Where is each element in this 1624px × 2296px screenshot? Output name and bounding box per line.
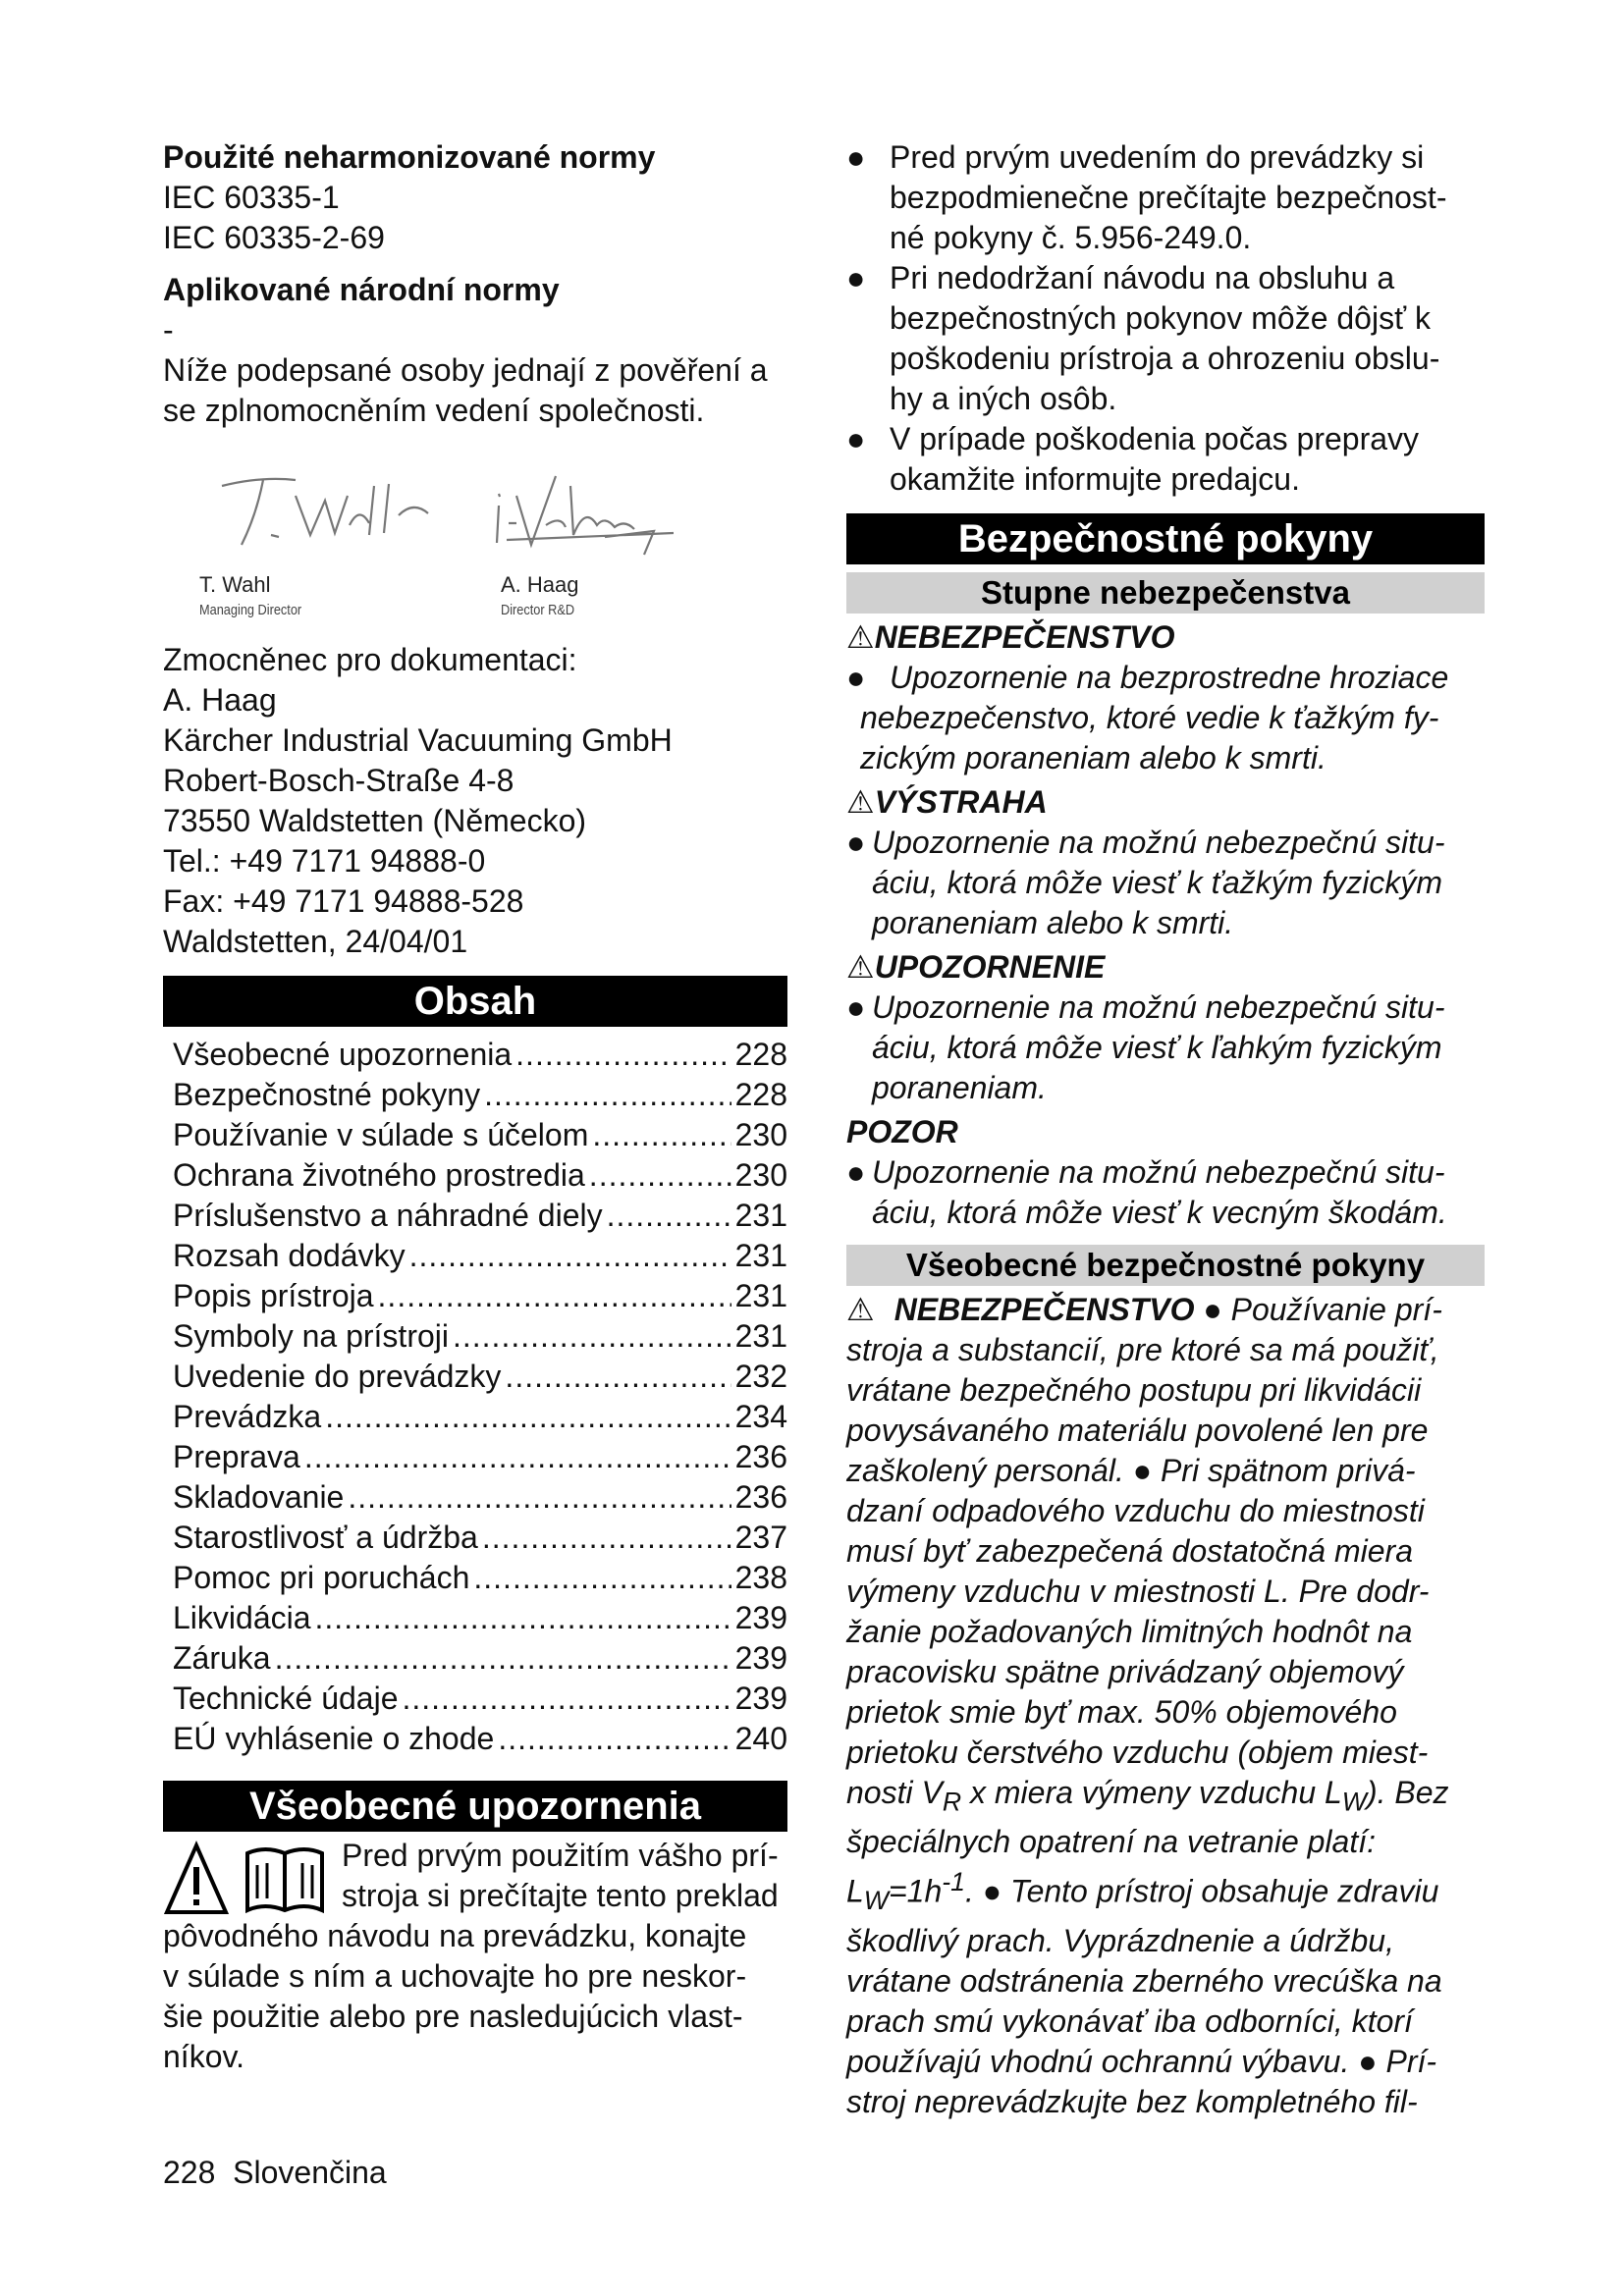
gs-line: zaškolený personál. ● Pri spätnom privá- <box>846 1453 1416 1488</box>
toc-row[interactable] <box>163 1075 787 1115</box>
toc-label: Popis prístroja <box>173 1278 374 1313</box>
toc-row[interactable] <box>163 1316 787 1357</box>
level-line: Upozornenie na bezprostredne hroziace <box>890 660 1449 695</box>
toc-leader <box>409 1236 731 1276</box>
danger-levels-title: Stupne nebezpečenstva <box>846 572 1485 614</box>
general-notes-line: šie použitie alebo pre nasledujúcich vlast- <box>163 1999 743 2034</box>
signature-wahl <box>202 466 438 555</box>
bullet-dot: ● <box>846 1154 866 1190</box>
toc-leader <box>505 1357 731 1397</box>
toc-label: Ochrana životného prostredia <box>173 1157 585 1193</box>
toc-row[interactable] <box>163 1518 787 1558</box>
bullet-item <box>846 419 1485 500</box>
toc-page: 239 <box>734 1681 787 1716</box>
level-line: poraneniam alebo k smrti. <box>872 905 1234 940</box>
danger-heading <box>846 617 1485 658</box>
toc-leader <box>315 1598 731 1638</box>
toc-leader <box>275 1638 731 1679</box>
toc-row[interactable] <box>163 1638 787 1679</box>
level-line: Upozornenie na možnú nebezpečnú situ- <box>872 989 1445 1025</box>
gs-formula-post: . ● Tento prístroj obsahuje zdraviu <box>964 1874 1439 1910</box>
toc-page: 230 <box>734 1157 787 1193</box>
warning-icon: ⚠ <box>846 619 875 655</box>
bullet-line: poškodeniu prístroja a ohrozeniu obslu- <box>890 341 1440 376</box>
toc-leader <box>325 1397 731 1437</box>
toc-leader <box>453 1316 731 1357</box>
gs-line: stroja a substancií, pre ktoré sa má použiť, <box>846 1332 1439 1367</box>
toc-row[interactable] <box>163 1236 787 1276</box>
toc-row[interactable] <box>163 1357 787 1397</box>
signers-line-1: Níže podepsané osoby jednají z pověření a <box>163 352 768 388</box>
general-notes-title: Všeobecné upozornenia <box>163 1781 787 1832</box>
norm-1: IEC 60335-1 <box>163 180 340 215</box>
toc-row[interactable] <box>163 1397 787 1437</box>
national-norms-heading: Aplikované národní normy <box>163 272 560 307</box>
warning-icon: ⚠ <box>846 949 875 985</box>
warning-icon: ⚠ <box>846 1292 875 1327</box>
toc-label: Záruka <box>173 1640 271 1676</box>
bullet-line: hy a iných osôb. <box>890 381 1117 416</box>
gs-danger-label: NEBEZPEČENSTVO <box>893 1292 1195 1327</box>
national-norms-value: - <box>163 312 174 347</box>
signature-haag <box>487 466 683 560</box>
warning-text <box>846 823 1485 943</box>
gs-line: pracovisku spätne privádzaný objemový <box>846 1654 1404 1689</box>
warning-heading <box>846 782 1485 823</box>
toc-title: Obsah <box>163 976 787 1027</box>
bullet-line: bezpečnostných pokynov môže dôjsť k <box>890 300 1431 336</box>
bullet-line: Pri nedodržaní návodu na obsluhu a <box>890 260 1395 295</box>
footer-language: Slovenčina <box>233 2155 387 2190</box>
toc-label: Používanie v súlade s účelom <box>173 1117 589 1152</box>
toc-row[interactable] <box>163 1558 787 1598</box>
bullet-line: okamžite informujte predajcu. <box>890 461 1300 497</box>
bullet-dot: ● <box>846 989 866 1025</box>
contact-line: Robert-Bosch-Straße 4-8 <box>163 763 514 798</box>
contact-line: Fax: +49 7171 94888-528 <box>163 883 524 919</box>
bullet-dot: ● <box>846 260 866 295</box>
toc-row[interactable] <box>163 1598 787 1638</box>
caution-text <box>846 988 1485 1108</box>
toc-label: Starostlivosť a údržba <box>173 1520 478 1555</box>
toc-row[interactable] <box>163 1196 787 1236</box>
toc-label: Rozsah dodávky <box>173 1238 406 1273</box>
attention-text <box>846 1152 1485 1233</box>
gs-vr-line <box>846 1773 1485 1822</box>
toc-page: 236 <box>734 1479 787 1515</box>
gs-line: stroj neprevádzkujte bez kompletného fil- <box>846 2084 1418 2120</box>
caution-label: UPOZORNENIE <box>874 949 1106 985</box>
level-line: zickým poraneniam alebo k smrti. <box>860 740 1326 775</box>
toc-leader <box>498 1719 731 1759</box>
gs-line: škodlivý prach. Vyprázdnenie a údržbu, <box>846 1923 1394 1959</box>
toc-page: 240 <box>734 1721 787 1756</box>
toc-page: 234 <box>734 1399 787 1434</box>
bullet-dot: ● <box>846 660 866 695</box>
bullet-dot: ● <box>846 139 866 175</box>
page-footer <box>163 2155 387 2191</box>
bullet-line: Pred prvým uvedením do prevádzky si <box>890 139 1425 175</box>
gs-formula-l: L <box>846 1874 864 1910</box>
left-column <box>163 137 787 2077</box>
level-line: áciu, ktorá môže viesť k ľahkým fyzickým <box>872 1030 1442 1065</box>
toc-label: Symboly na prístroji <box>173 1318 449 1354</box>
toc-row[interactable] <box>163 1155 787 1196</box>
toc-label: Prevádzka <box>173 1399 322 1434</box>
toc-row[interactable] <box>163 1035 787 1075</box>
toc-label: Príslušenstvo a náhradné diely <box>173 1198 603 1233</box>
toc-leader <box>348 1477 731 1518</box>
toc-label: Technické údaje <box>173 1681 399 1716</box>
toc-leader <box>473 1558 731 1598</box>
gs-formula-eq: =1h <box>888 1874 943 1910</box>
gs-formula-sub: W <box>863 1886 889 1916</box>
toc-row[interactable] <box>163 1477 787 1518</box>
toc-row[interactable] <box>163 1115 787 1155</box>
gs-line: prietok smie byť max. 50% objemového <box>846 1694 1397 1730</box>
gs-first-text: ● Používanie prí- <box>1203 1292 1442 1327</box>
general-notes-line: v súlade s ním a uchovajte ho pre neskor- <box>163 1958 747 1994</box>
right-column <box>846 137 1485 2122</box>
toc-label: Bezpečnostné pokyny <box>173 1077 481 1112</box>
contact-line: Waldstetten, 24/04/01 <box>163 924 468 959</box>
bullet-item <box>846 137 1485 258</box>
table-of-contents <box>163 1035 787 1759</box>
gs-line: prietoku čerstvého vzduchu (objem miest- <box>846 1735 1429 1770</box>
gs-vr-mid: x miera výmeny vzduchu L <box>961 1775 1342 1810</box>
gs-formula-sup: -1 <box>942 1867 965 1897</box>
signers-text <box>163 350 787 431</box>
bullet-dot: ● <box>846 825 866 860</box>
toc-page: 236 <box>734 1439 787 1474</box>
contact-line: A. Haag <box>163 682 277 718</box>
general-notes-line: stroja si prečítajte tento preklad <box>342 1878 779 1913</box>
toc-label: Uvedenie do prevádzky <box>173 1359 502 1394</box>
gs-line: používajú vhodnú ochrannú výbavu. ● Prí- <box>846 2044 1437 2080</box>
toc-row[interactable] <box>163 1276 787 1316</box>
gs-vr-sub-r: R <box>942 1787 962 1817</box>
gs-vr-post: ). Bez <box>1366 1775 1449 1810</box>
toc-page: 239 <box>734 1640 787 1676</box>
level-line: Upozornenie na možnú nebezpečnú situ- <box>872 1154 1445 1190</box>
toc-leader <box>482 1518 731 1558</box>
toc-row[interactable] <box>163 1437 787 1477</box>
toc-page: 231 <box>734 1278 787 1313</box>
toc-label: Likvidácia <box>173 1600 311 1635</box>
level-line: áciu, ktorá môže viesť k vecným škodám. <box>872 1195 1447 1230</box>
gs-line: vrátane bezpečného postupu pri likvidácii <box>846 1372 1422 1408</box>
gs-first-line <box>846 1290 1485 1330</box>
gs-formula-line <box>846 1862 1485 1921</box>
gs-line: špeciálnych opatrení na vetranie platí: <box>846 1824 1376 1860</box>
contact-line: Zmocněnec pro dokumentaci: <box>163 642 577 677</box>
signature-name-wahl: T. Wahl <box>199 572 271 597</box>
toc-page: 238 <box>734 1560 787 1595</box>
norms-heading: Použité neharmonizované normy <box>163 139 656 175</box>
toc-leader <box>515 1035 731 1075</box>
toc-page: 228 <box>734 1037 787 1072</box>
norm-2: IEC 60335-2-69 <box>163 220 385 255</box>
safety-title: Bezpečnostné pokyny <box>846 513 1485 564</box>
toc-label: Skladovanie <box>173 1479 345 1515</box>
contact-line: Kärcher Industrial Vacuuming GmbH <box>163 722 673 758</box>
signatures <box>163 466 787 628</box>
toc-leader <box>484 1075 731 1115</box>
toc-page: 231 <box>734 1318 787 1354</box>
attention-heading <box>846 1112 1485 1152</box>
signature-role-haag: Director R&D <box>501 602 575 618</box>
caution-heading <box>846 947 1485 988</box>
contact-line: 73550 Waldstetten (Německo) <box>163 803 587 838</box>
toc-page: 232 <box>734 1359 787 1394</box>
general-notes-line: Pred prvým použitím vášho prí- <box>342 1838 779 1873</box>
gs-line: žanie požadovaných limitných hodnôt na <box>846 1614 1413 1649</box>
toc-leader <box>589 1155 731 1196</box>
bullet-line: né pokyny č. 5.956-249.0. <box>890 220 1252 255</box>
toc-leader <box>607 1196 731 1236</box>
warning-label: VÝSTRAHA <box>874 784 1048 820</box>
toc-page: 237 <box>734 1520 787 1555</box>
toc-label: Preprava <box>173 1439 300 1474</box>
toc-page: 228 <box>734 1077 787 1112</box>
danger-text <box>846 658 1485 778</box>
page-number: 228 <box>163 2155 216 2190</box>
toc-row[interactable] <box>163 1719 787 1759</box>
bullet-line: V prípade poškodenia počas prepravy <box>890 421 1420 456</box>
signature-name-haag: A. Haag <box>501 572 579 597</box>
gs-line: výmeny vzduchu v miestnosti L. Pre dodr- <box>846 1574 1430 1609</box>
gs-line: povysávaného materiálu povolené len pre <box>846 1413 1429 1448</box>
gs-vr-sub-w: W <box>1341 1787 1367 1817</box>
bullet-line: bezpodmienečne prečítajte bezpečnost- <box>890 180 1447 215</box>
bullet-item <box>846 258 1485 419</box>
general-notes-line: pôvodného návodu na prevádzku, konajte <box>163 1918 747 1953</box>
gs-line: dzaní odpadového vzduchu do miestnosti <box>846 1493 1425 1528</box>
gs-vr-pre: nosti V <box>846 1775 943 1810</box>
toc-leader <box>402 1679 731 1719</box>
toc-label: Pomoc pri poruchách <box>173 1560 470 1595</box>
contact-block <box>163 640 787 962</box>
level-line: poraneniam. <box>872 1070 1047 1105</box>
warning-icon: ⚠ <box>846 784 875 820</box>
general-notes-text <box>163 1836 787 2077</box>
toc-label: Všeobecné upozornenia <box>173 1037 513 1072</box>
contact-line: Tel.: +49 7171 94888-0 <box>163 843 486 879</box>
toc-leader <box>378 1276 731 1316</box>
toc-page: 230 <box>734 1117 787 1152</box>
toc-page: 239 <box>734 1600 787 1635</box>
danger-label: NEBEZPEČENSTVO <box>874 619 1175 655</box>
signers-line-2: se zplnomocněním vedení společnosti. <box>163 393 705 428</box>
general-safety-text <box>846 1290 1485 2122</box>
level-line: nebezpečenstvo, ktoré vedie k ťažkým fy- <box>860 700 1439 735</box>
gs-line: musí byť zabezpečená dostatočná miera <box>846 1533 1413 1569</box>
warning-and-manual-icon <box>163 1840 336 1918</box>
toc-page: 231 <box>734 1198 787 1233</box>
general-notes-line: níkov. <box>163 2039 244 2074</box>
toc-leader <box>304 1437 731 1477</box>
toc-page: 231 <box>734 1238 787 1273</box>
bullet-dot: ● <box>846 421 866 456</box>
gs-line: vrátane odstránenia zberného vrecúška na <box>846 1963 1442 2000</box>
toc-leader <box>592 1115 731 1155</box>
signature-role-wahl: Managing Director <box>199 602 302 618</box>
attention-label: POZOR <box>846 1114 958 1149</box>
level-line: Upozornenie na možnú nebezpečnú situ- <box>872 825 1445 860</box>
level-line: áciu, ktorá môže viesť k ťažkým fyzickým <box>872 865 1442 900</box>
general-safety-title: Všeobecné bezpečnostné pokyny <box>846 1245 1485 1286</box>
toc-label: EÚ vyhlásenie o zhode <box>173 1721 495 1756</box>
toc-row[interactable] <box>163 1679 787 1719</box>
gs-line: prach smú vykonávať iba odborníci, ktorí <box>846 2003 1413 2040</box>
